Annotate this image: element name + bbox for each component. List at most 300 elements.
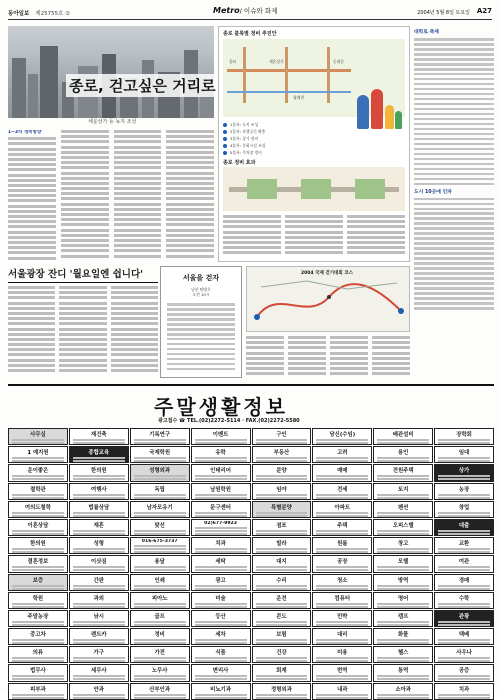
road-line: [285, 47, 288, 103]
road-line: [243, 47, 246, 103]
ad-title: 창고: [397, 541, 409, 548]
route-article-text: [246, 336, 410, 378]
classified-ad: [8, 646, 68, 663]
walk-event-box: [160, 266, 242, 378]
classified-ad: [252, 483, 312, 500]
ad-title: 사무실: [30, 432, 46, 438]
classified-ad: [191, 446, 251, 463]
classified-ad: [373, 646, 433, 663]
classified-ad: [373, 519, 433, 536]
issue-date: 2004년 5월 8일 토요일: [417, 10, 470, 16]
classified-ad: [191, 592, 251, 609]
ad-title: 법률상담: [88, 504, 110, 511]
ad-title: 용달: [154, 559, 165, 566]
ad-title: 철학관: [30, 486, 46, 493]
classified-ad: [373, 592, 433, 609]
classified-ad: [130, 628, 190, 645]
ad-title: 여의도철학: [24, 504, 51, 511]
plan-title: 종로 정비 효과: [223, 160, 256, 166]
article-column: [61, 130, 109, 262]
right-column-heading: 대학로 축제: [414, 30, 439, 35]
ad-title: 대지: [276, 559, 287, 566]
map-label: 종묘: [229, 59, 237, 64]
ad-title: 정비: [154, 632, 165, 639]
ad-title: 광고: [215, 577, 226, 584]
ad-title: 건강: [276, 650, 287, 657]
classified-ad: [130, 664, 190, 681]
classified-ad: [312, 683, 372, 700]
ad-phone: 016-675-3737: [141, 539, 178, 545]
classified-ad: [252, 446, 312, 463]
ad-title: 당신(수임): [329, 432, 356, 438]
ad-title: 분양: [276, 468, 287, 475]
walking-route-map: [246, 266, 410, 332]
ad-title: 청소: [337, 577, 348, 584]
classified-ad: [130, 610, 190, 627]
ad-title: 수리: [276, 577, 287, 584]
building-shape: [12, 58, 26, 118]
ad-title: 관광: [458, 613, 470, 620]
classified-ad: [69, 628, 129, 645]
ad-title: 치과: [458, 686, 470, 693]
ad-title: 중고차: [30, 632, 46, 639]
legend-item: 2블록: 보행공간 확충: [223, 128, 405, 135]
classified-ad: [434, 537, 494, 554]
ad-title: 낚시: [93, 613, 105, 620]
classified-ad: [312, 646, 372, 663]
ad-contact-info: 광고접수 ☎ TEL.(02)2272-5114 · FAX.(02)2272-5580: [158, 418, 300, 424]
classified-ad: [434, 628, 494, 645]
ad-title: 농장: [458, 486, 470, 493]
ad-title: 전세: [337, 486, 348, 493]
classified-ad: [130, 646, 190, 663]
classified-ad: [191, 464, 251, 481]
ad-title: 캠프: [397, 613, 409, 620]
legend-list: [223, 121, 405, 156]
district-map: [223, 39, 405, 117]
classified-ad: [373, 555, 433, 572]
ad-title: 이벤트: [212, 432, 229, 438]
classified-ad: [434, 464, 494, 481]
green-block: [355, 179, 385, 199]
classified-ad: [434, 646, 494, 663]
ad-title: 기록연구: [149, 432, 171, 438]
ad-title: 토지: [397, 486, 409, 493]
ad-title: 아파트: [334, 504, 351, 511]
classified-ad: [312, 664, 372, 681]
classified-ad: [130, 483, 190, 500]
bullet-icon: [223, 137, 227, 141]
classified-ad: [252, 464, 312, 481]
route-map-graphic: [247, 267, 411, 333]
classified-ad: [69, 592, 129, 609]
classified-ad: [373, 428, 433, 445]
classified-ad: [8, 501, 68, 518]
checkpoint-icon: [327, 295, 331, 299]
classified-ad: [312, 519, 372, 536]
article-headline: 서울광장 잔디 '월요일엔 쉽니다': [8, 266, 158, 283]
classified-ad: [191, 683, 251, 700]
classified-ad: [312, 464, 372, 481]
ad-title: 미술: [215, 595, 226, 602]
classified-ad: [434, 664, 494, 681]
classified-ad: [8, 610, 68, 627]
ad-title: 전원주택: [392, 468, 414, 475]
ad-title: 한의원: [30, 541, 46, 548]
classified-ad: [373, 574, 433, 591]
paper-name: 동아일보: [8, 10, 30, 17]
classified-ad: [191, 428, 251, 445]
right-column: [414, 26, 494, 316]
classified-ad: [373, 501, 433, 518]
ad-title: 운전: [276, 595, 287, 602]
classified-ad: [312, 428, 372, 445]
ad-title: 노무사: [151, 668, 168, 675]
classified-ad: [252, 537, 312, 554]
classified-ad: [312, 446, 372, 463]
ad-title: 헬스: [397, 650, 409, 657]
ad-title: 세차: [215, 632, 226, 639]
ad-title: 임야: [276, 486, 287, 493]
classified-ad: [252, 646, 312, 663]
classified-ad: [8, 592, 68, 609]
legend-item: 4블록: 문화시설 조성: [223, 142, 405, 149]
ad-title: 빌라: [276, 541, 287, 548]
ad-title: 골프: [154, 613, 165, 620]
classified-ad: [252, 664, 312, 681]
classified-ad: [69, 683, 129, 700]
classified-ad: [434, 610, 494, 627]
ad-title: 종합교육: [88, 450, 110, 457]
ad-title: 특별분양: [271, 504, 292, 511]
ad-title: 가구: [93, 650, 105, 657]
plan-diagram: [223, 167, 405, 211]
section-subtitle: / 이슈와 화제: [239, 7, 278, 15]
classified-ad: [191, 664, 251, 681]
classified-ad: [191, 519, 251, 536]
classified-ad: [130, 519, 190, 536]
building-shape: [28, 74, 38, 118]
ad-phone: 02)677-9923: [204, 520, 237, 526]
ad-title: 구인: [276, 432, 287, 438]
classified-ad: [8, 683, 68, 700]
classified-ad: [130, 464, 190, 481]
bullet-icon: [223, 130, 227, 134]
classified-ad: [312, 574, 372, 591]
classified-ad: [191, 483, 251, 500]
ad-title: 변리사: [212, 668, 229, 675]
classified-ad: [252, 501, 312, 518]
classified-ad: [130, 592, 190, 609]
classified-ad: [312, 483, 372, 500]
classified-ad: [312, 610, 372, 627]
classified-ad: [130, 574, 190, 591]
classified-ad: [373, 664, 433, 681]
classified-ad: [8, 464, 68, 481]
classified-title: 주말생활정보: [154, 395, 288, 419]
infographic-title: 종로 블록별 정비 추진안: [223, 31, 277, 37]
road-line: [327, 47, 330, 103]
ad-title: 주말농장: [27, 613, 49, 620]
ad-title: 택배: [458, 632, 470, 639]
classified-ad: [69, 501, 129, 518]
ad-title: 비뇨기과: [210, 686, 231, 693]
classified-ad: [69, 574, 129, 591]
ad-title: 피아노: [151, 595, 168, 602]
ad-title: 유학: [215, 450, 226, 457]
classified-ad: [130, 555, 190, 572]
classified-ad: [130, 537, 190, 554]
map-label: 동대문: [333, 59, 345, 64]
route-map-title: 2004 국제 걷기대회 코스: [301, 271, 353, 276]
ad-title: 운이좋은: [27, 468, 49, 475]
ad-title: 세탁: [215, 559, 226, 566]
bullet-icon: [223, 123, 227, 127]
ad-title: 남원학원: [210, 486, 231, 493]
ad-title: 식품: [215, 650, 226, 657]
classified-ad: [434, 555, 494, 572]
ad-title: 맞선: [154, 522, 165, 529]
classified-ad: [8, 555, 68, 572]
ad-title: 번역: [337, 668, 348, 675]
classified-ad: [130, 501, 190, 518]
classified-ad: [69, 483, 129, 500]
ad-title: 산부인과: [149, 686, 171, 693]
classified-ad: [312, 592, 372, 609]
ad-title: 등산: [215, 613, 226, 620]
start-marker-icon: [254, 314, 260, 320]
classified-ad: [191, 537, 251, 554]
ad-title: 미용: [337, 650, 348, 657]
section-title: [213, 6, 277, 15]
classified-ad: [434, 683, 494, 700]
road-path: [261, 281, 397, 289]
ad-title: 보험: [276, 632, 287, 639]
infographic-map-box: [218, 26, 410, 262]
ad-title: 주택: [337, 522, 348, 529]
ad-title: 세무사: [91, 668, 107, 675]
ad-title: 이삿짐: [91, 559, 107, 566]
top-article: [8, 26, 214, 262]
map-label: 청계천: [293, 95, 305, 100]
classified-ad: [191, 574, 251, 591]
classified-ad: [434, 592, 494, 609]
section-name: Metro: [213, 6, 240, 15]
walk-box-line: 남산 탐방로: [191, 287, 211, 292]
classified-ad: [252, 683, 312, 700]
classified-ad: [8, 428, 68, 445]
ad-title: 부동산: [273, 450, 290, 457]
bullet-icon: [223, 144, 227, 148]
ad-title: 인테리어: [210, 468, 231, 475]
ad-title: 통역: [397, 668, 409, 675]
classified-ad: [373, 628, 433, 645]
seoul-plaza-article: [8, 266, 158, 378]
classified-ad: [69, 464, 129, 481]
stream-line: [227, 91, 351, 93]
ad-title: 영어: [397, 595, 409, 602]
legend-item: 5블록: 주차장 정비: [223, 149, 405, 156]
classified-ad: [312, 628, 372, 645]
ad-title: 간판: [93, 577, 105, 584]
ad-title: 가전: [154, 650, 165, 657]
ad-title: 수학: [458, 595, 470, 602]
classified-ad: [8, 446, 68, 463]
ad-title: 결혼정보: [27, 559, 49, 566]
classified-ad: [312, 501, 372, 518]
ad-title: 용인: [397, 450, 409, 457]
route-path: [257, 284, 401, 317]
article-body: [8, 130, 214, 262]
ad-title: 콘도: [276, 613, 287, 620]
classified-ad: [434, 519, 494, 536]
classified-ad: [8, 664, 68, 681]
ad-title: 원룸: [337, 541, 348, 548]
article-column: [166, 130, 214, 262]
green-block: [301, 179, 331, 199]
ad-title: 법무사: [30, 668, 46, 675]
column-tag: 1~3차 정비방향: [8, 130, 42, 135]
ad-title: 인쇄: [154, 577, 165, 584]
classified-ad: [69, 664, 129, 681]
classified-ad: [252, 574, 312, 591]
legend-item: 3블록: 상가 정비: [223, 135, 405, 142]
ad-title: 보증: [32, 577, 44, 584]
ad-title: 의류: [32, 650, 44, 657]
classified-ad: [191, 628, 251, 645]
ad-title: 화물: [397, 632, 409, 639]
classified-ad: [130, 446, 190, 463]
classified-ad: [69, 646, 129, 663]
classified-ad: [434, 483, 494, 500]
ad-title: 재혼: [93, 522, 105, 529]
ad-title: 렌트카: [91, 632, 107, 639]
ad-title: 학원: [32, 595, 44, 602]
ad-title: 상가: [458, 468, 470, 475]
classified-ad: [8, 537, 68, 554]
ad-title: 임대: [458, 450, 470, 457]
city-skyline-photo: [8, 26, 214, 118]
classified-ad: [252, 519, 312, 536]
ad-title: 공증: [458, 668, 470, 675]
classified-ad: [8, 483, 68, 500]
classified-ad: [373, 483, 433, 500]
classified-ad: [191, 501, 251, 518]
classified-ad: [69, 446, 129, 463]
classified-ad: [373, 537, 433, 554]
ad-title: 여행사: [91, 486, 107, 493]
ad-title: 오피스텔: [392, 522, 414, 529]
classified-ad: [69, 555, 129, 572]
ad-title: 공장: [337, 559, 348, 566]
classified-ad: [69, 537, 129, 554]
issue-number: 제25755호 ②: [35, 10, 71, 17]
main-headline: 종로, 걷고싶은 거리로: [66, 74, 219, 97]
classified-ad: [434, 574, 494, 591]
bullet-icon: [223, 151, 227, 155]
page-number: A27: [476, 7, 492, 15]
ad-title: 정형외과: [271, 686, 292, 693]
ad-title: 사우나: [456, 650, 472, 657]
classified-ad: [69, 428, 129, 445]
ad-title: 펜션: [397, 504, 409, 511]
ad-title: 남자모유기: [146, 504, 173, 511]
classified-ad: [373, 446, 433, 463]
ad-title: 1 예지원: [27, 450, 49, 457]
ad-title: 장학회: [456, 432, 472, 438]
walk-box-title: 서울을 걷자: [182, 274, 220, 282]
infographic-text: [223, 215, 405, 259]
ad-title: 컴퓨터: [334, 595, 351, 602]
ad-title: 여관: [458, 559, 470, 566]
ad-title: 성형: [93, 541, 105, 548]
classified-ad: [373, 683, 433, 700]
classified-ad: [252, 592, 312, 609]
ad-title: 방역: [397, 577, 409, 584]
ad-title: 고려: [337, 450, 348, 457]
legend-item: 1블록: 녹지 조성: [223, 121, 405, 128]
classified-ad: [373, 610, 433, 627]
subheadline: 세운상가 등 녹지 조성: [88, 119, 137, 125]
ad-title: 매매: [337, 468, 348, 475]
ad-title: 과외: [93, 595, 105, 602]
classified-ad: [191, 610, 251, 627]
classified-ad: [69, 610, 129, 627]
classified-ad: [373, 464, 433, 481]
ad-title: 회계: [276, 668, 287, 675]
ad-title: 내과: [337, 686, 348, 693]
classified-ad: [312, 537, 372, 554]
classified-ad: [69, 519, 129, 536]
classified-ad: [252, 610, 312, 627]
ad-title: 창업: [458, 504, 470, 511]
ad-title: 민박: [337, 613, 348, 620]
ad-title: 대리: [337, 632, 348, 639]
green-block: [247, 179, 277, 199]
article-column: [8, 130, 56, 262]
classified-ads-grid: [8, 428, 494, 693]
ad-title: 이혼상담: [27, 522, 49, 529]
right-column-heading: 도시 10곳에 인파: [414, 189, 452, 195]
classified-ad: [191, 646, 251, 663]
classified-ad: [252, 428, 312, 445]
ad-title: 독립: [154, 486, 165, 493]
ad-title: 점포: [276, 522, 287, 529]
classified-ad: [252, 555, 312, 572]
ad-title: 피부과: [30, 686, 46, 693]
ad-title: 문구센터: [210, 504, 231, 511]
ad-title: 교환: [458, 541, 470, 548]
ad-title: 대출: [458, 522, 470, 529]
ad-title: 모텔: [397, 559, 409, 566]
ad-title: 소아과: [395, 686, 411, 693]
classified-ad: [191, 555, 251, 572]
ad-title: 성형외과: [149, 468, 171, 475]
ad-title: 경매: [458, 577, 470, 584]
ad-title: 안과: [93, 686, 105, 693]
classified-ad: [8, 574, 68, 591]
classified-ad: [130, 683, 190, 700]
building-shape: [40, 46, 58, 118]
ad-title: 배관설비: [392, 432, 414, 438]
classified-ad: [8, 628, 68, 645]
ad-title: 한의원: [91, 468, 107, 475]
classified-ad: [312, 555, 372, 572]
classified-ad: [8, 519, 68, 536]
ad-title: 치과: [215, 541, 226, 548]
classified-ad: [434, 446, 494, 463]
classified-ad: [434, 428, 494, 445]
